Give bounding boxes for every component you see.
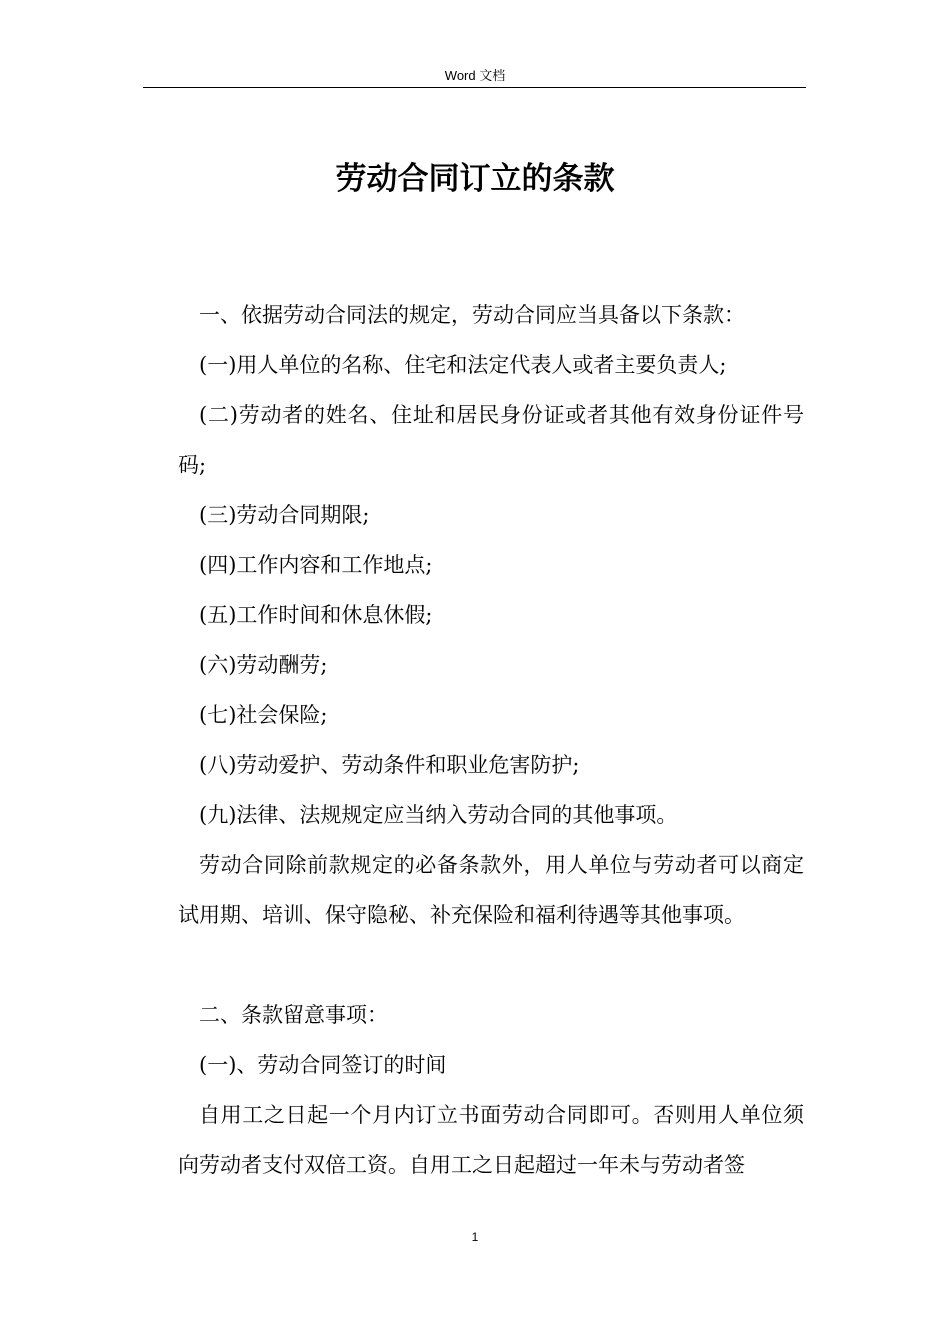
optional-clauses-paragraph: 劳动合同除前款规定的必备条款外，用人单位与劳动者可以商定试用期、培训、保守隐秘、补充保险和福利待遇等其他事项。 xyxy=(178,853,804,927)
clause-item-6: (六)劳动酬劳; xyxy=(199,653,328,677)
clause-item-4: (四)工作内容和工作地点; xyxy=(199,553,433,577)
subsection-heading-1: (一)、劳动合同签订的时间 xyxy=(199,1053,447,1077)
page-header: Word 文档 xyxy=(444,68,506,83)
page-number: 1 xyxy=(471,1230,479,1244)
clause-item-8: (八)劳动爱护、劳动条件和职业危害防护; xyxy=(199,753,580,777)
header-divider xyxy=(143,87,806,88)
clause-item-9: (九)法律、法规规定应当纳入劳动合同的其他事项。 xyxy=(199,803,678,827)
document-title: 劳动合同订立的条款 xyxy=(335,161,615,197)
clause-item-5: (五)工作时间和休息休假; xyxy=(199,603,433,627)
signing-time-paragraph: 自用工之日起一个月内订立书面劳动合同即可。否则用人单位须向劳动者支付双倍工资。自用工之日起超过一年未与劳动者签 xyxy=(178,1103,804,1177)
clause-item-7: (七)社会保险; xyxy=(199,703,328,727)
clause-item-1: (一)用人单位的名称、住宅和法定代表人或者主要负责人; xyxy=(199,353,727,377)
section-heading-2: 二、条款留意事项： xyxy=(199,1003,388,1027)
clause-item-3: (三)劳动合同期限; xyxy=(199,503,370,527)
clause-item-2: (二)劳动者的姓名、住址和居民身份证或者其他有效身份证件号码; xyxy=(178,403,804,477)
section-heading-1: 一、依据劳动合同法的规定，劳动合同应当具备以下条款： xyxy=(199,303,745,327)
document-body xyxy=(178,290,804,1190)
